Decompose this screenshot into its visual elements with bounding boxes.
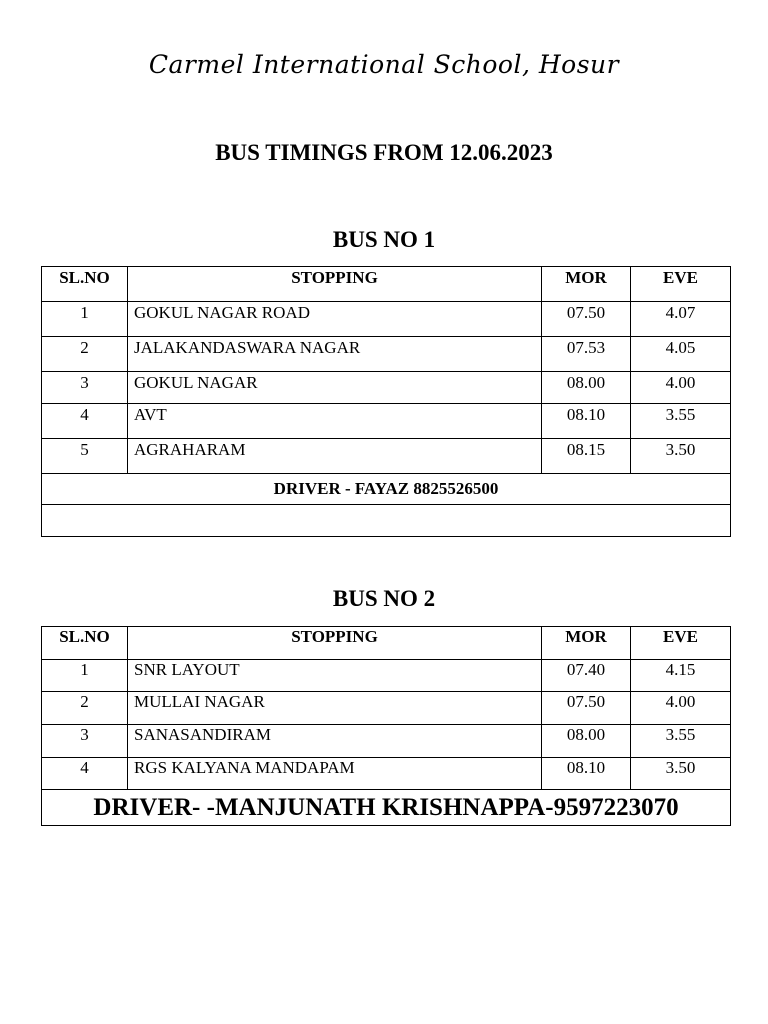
driver-info: DRIVER - FAYAZ 8825526500 (42, 474, 731, 505)
sl-no-cell: 1 (42, 660, 128, 692)
stopping-cell: AVT (128, 404, 542, 439)
mor-cell: 07.40 (542, 660, 631, 692)
empty-cell (42, 505, 731, 537)
mor-cell: 08.10 (542, 758, 631, 790)
eve-cell: 4.00 (631, 372, 731, 404)
bus-2-heading: BUS NO 2 (332, 586, 436, 611)
bus-1-table (41, 266, 731, 537)
table-row (42, 692, 731, 725)
table-header-row (42, 627, 731, 660)
column-header-mor: MOR (542, 627, 631, 660)
table-row (42, 337, 731, 372)
column-header-sl-no: SL.NO (42, 267, 128, 302)
table-header-row (42, 267, 731, 302)
sl-no-cell: 3 (42, 725, 128, 758)
table-row (42, 725, 731, 758)
mor-cell: 08.15 (542, 439, 631, 474)
eve-cell: 3.55 (631, 404, 731, 439)
driver-info: DRIVER- -MANJUNATH KRISHNAPPA-9597223070 (42, 790, 731, 826)
sl-no-cell: 2 (42, 692, 128, 725)
column-header-sl-no: SL.NO (42, 627, 128, 660)
table-row (42, 302, 731, 337)
table-row (42, 372, 731, 404)
driver-row (42, 790, 731, 826)
bus-2-table (41, 626, 731, 826)
mor-cell: 08.10 (542, 404, 631, 439)
mor-cell: 08.00 (542, 372, 631, 404)
stopping-cell: GOKUL NAGAR (128, 372, 542, 404)
column-header-stopping: STOPPING (128, 267, 542, 302)
table-row (42, 439, 731, 474)
mor-cell: 08.00 (542, 725, 631, 758)
table-row (42, 404, 731, 439)
eve-cell: 3.55 (631, 725, 731, 758)
page-title: BUS TIMINGS FROM 12.06.2023 (215, 140, 553, 165)
bus-1-heading: BUS NO 1 (332, 227, 436, 252)
empty-row (42, 505, 731, 537)
stopping-cell: SNR LAYOUT (128, 660, 542, 692)
stopping-cell: MULLAI NAGAR (128, 692, 542, 725)
sl-no-cell: 2 (42, 337, 128, 372)
eve-cell: 4.07 (631, 302, 731, 337)
stopping-cell: SANASANDIRAM (128, 725, 542, 758)
sl-no-cell: 5 (42, 439, 128, 474)
sl-no-cell: 1 (42, 302, 128, 337)
stopping-cell: GOKUL NAGAR ROAD (128, 302, 542, 337)
column-header-mor: MOR (542, 267, 631, 302)
sl-no-cell: 3 (42, 372, 128, 404)
mor-cell: 07.50 (542, 302, 631, 337)
mor-cell: 07.53 (542, 337, 631, 372)
eve-cell: 3.50 (631, 758, 731, 790)
driver-row (42, 474, 731, 505)
eve-cell: 4.00 (631, 692, 731, 725)
school-title: Carmel International School, Hosur (148, 50, 620, 79)
column-header-eve: EVE (631, 627, 731, 660)
column-header-stopping: STOPPING (128, 627, 542, 660)
sl-no-cell: 4 (42, 404, 128, 439)
table-row (42, 660, 731, 692)
sl-no-cell: 4 (42, 758, 128, 790)
eve-cell: 4.05 (631, 337, 731, 372)
stopping-cell: RGS KALYANA MANDAPAM (128, 758, 542, 790)
table-row (42, 758, 731, 790)
stopping-cell: JALAKANDASWARA NAGAR (128, 337, 542, 372)
eve-cell: 3.50 (631, 439, 731, 474)
eve-cell: 4.15 (631, 660, 731, 692)
column-header-eve: EVE (631, 267, 731, 302)
mor-cell: 07.50 (542, 692, 631, 725)
stopping-cell: AGRAHARAM (128, 439, 542, 474)
